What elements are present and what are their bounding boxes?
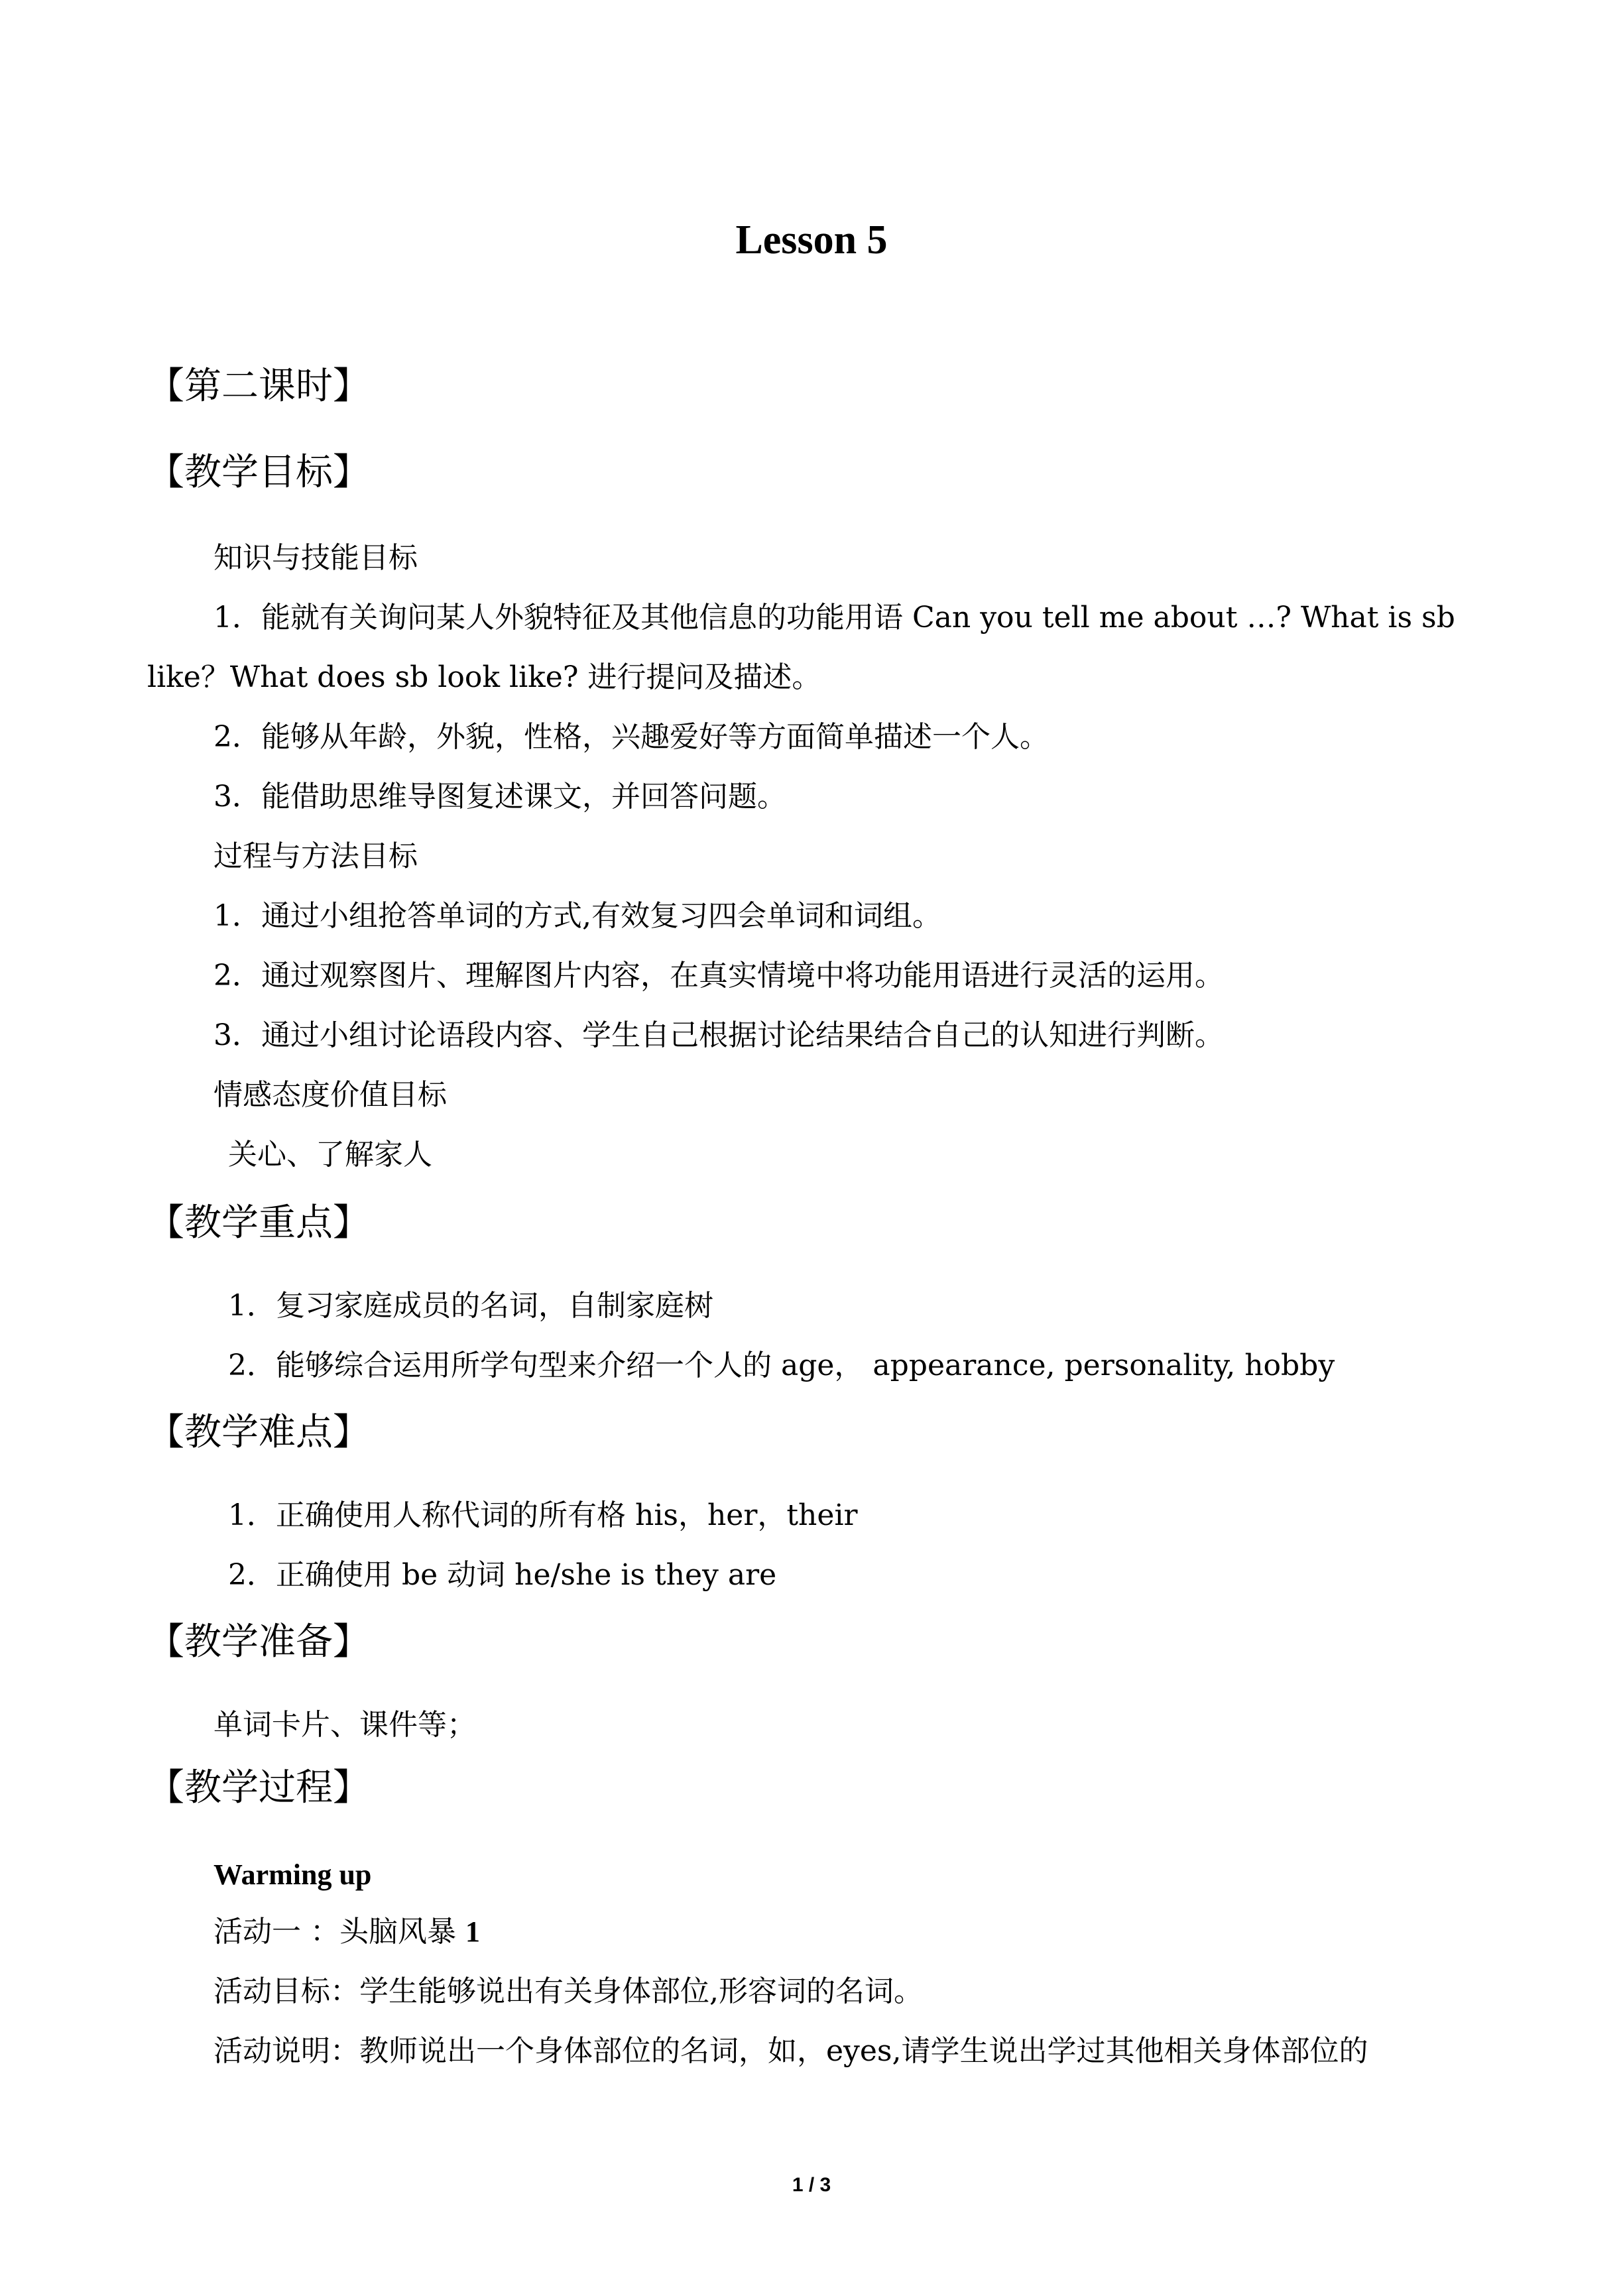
activity-goal: 活动目标：学生能够说出有关身体部位,形容词的名词。 (213, 1974, 923, 2008)
knowledge-goal-item-1: 1．能就有关询问某人外貌特征及其他信息的功能用语 Can you tell me about …? What is sb (213, 601, 1455, 634)
page-number: 1 / 3 (792, 2174, 831, 2196)
procedure-heading: 【教学过程】 (147, 1766, 370, 1809)
objectives-heading: 【教学目标】 (147, 451, 370, 494)
lesson-title: Lesson 5 (735, 217, 888, 263)
process-goal-label: 过程与方法目标 (213, 839, 418, 873)
preparation-item-1: 单词卡片、课件等； (213, 1708, 476, 1742)
process-goal-item-1: 1．通过小组抢答单词的方式,有效复习四会单词和词组。 (213, 899, 941, 933)
difficulty-item-2: 2．正确使用 be 动词 he/she is they are (228, 1558, 777, 1592)
activity-description: 活动说明：教师说出一个身体部位的名词，如，eyes,请学生说出学过其他相关身体部位的 (213, 2034, 1368, 2068)
emotion-goal-label: 情感态度价值目标 (213, 1078, 447, 1112)
preparation-heading: 【教学准备】 (147, 1620, 370, 1663)
warming-up-title: Warming up (213, 1858, 372, 1891)
process-goal-item-3: 3．通过小组讨论语段内容、学生自己根据讨论结果结合自己的认知进行判断。 (213, 1018, 1224, 1052)
process-goal-item-2: 2．通过观察图片、理解图片内容，在真实情境中将功能用语进行灵活的运用。 (213, 959, 1224, 993)
activity-one-number: 1 (465, 1915, 480, 1948)
key-point-item-1: 1．复习家庭成员的名词，自制家庭树 (228, 1289, 713, 1323)
difficulties-heading: 【教学难点】 (147, 1411, 370, 1454)
knowledge-goal-item-2: 2．能够从年龄，外貌，性格，兴趣爱好等方面简单描述一个人。 (213, 720, 1049, 754)
activity-one-title-text: 活动一 ：头脑风暴 (213, 1915, 465, 1949)
knowledge-goal-item-1-continued: like？What does sb look like? 进行提问及描述。 (147, 660, 821, 694)
knowledge-goal-label: 知识与技能目标 (213, 541, 418, 575)
emotion-goal-item-1: 关心、了解家人 (228, 1138, 432, 1172)
knowledge-goal-item-3: 3．能借助思维导图复述课文，并回答问题。 (213, 780, 786, 814)
difficulty-item-1: 1．正确使用人称代词的所有格 his，her，their (228, 1498, 858, 1532)
key-point-item-2: 2．能够综合运用所学句型来介绍一个人的 age， appearance, personality, hobby (228, 1349, 1335, 1382)
key-points-heading: 【教学重点】 (147, 1201, 370, 1244)
period-heading: 【第二课时】 (147, 365, 370, 408)
activity-one-title (213, 1912, 480, 1952)
